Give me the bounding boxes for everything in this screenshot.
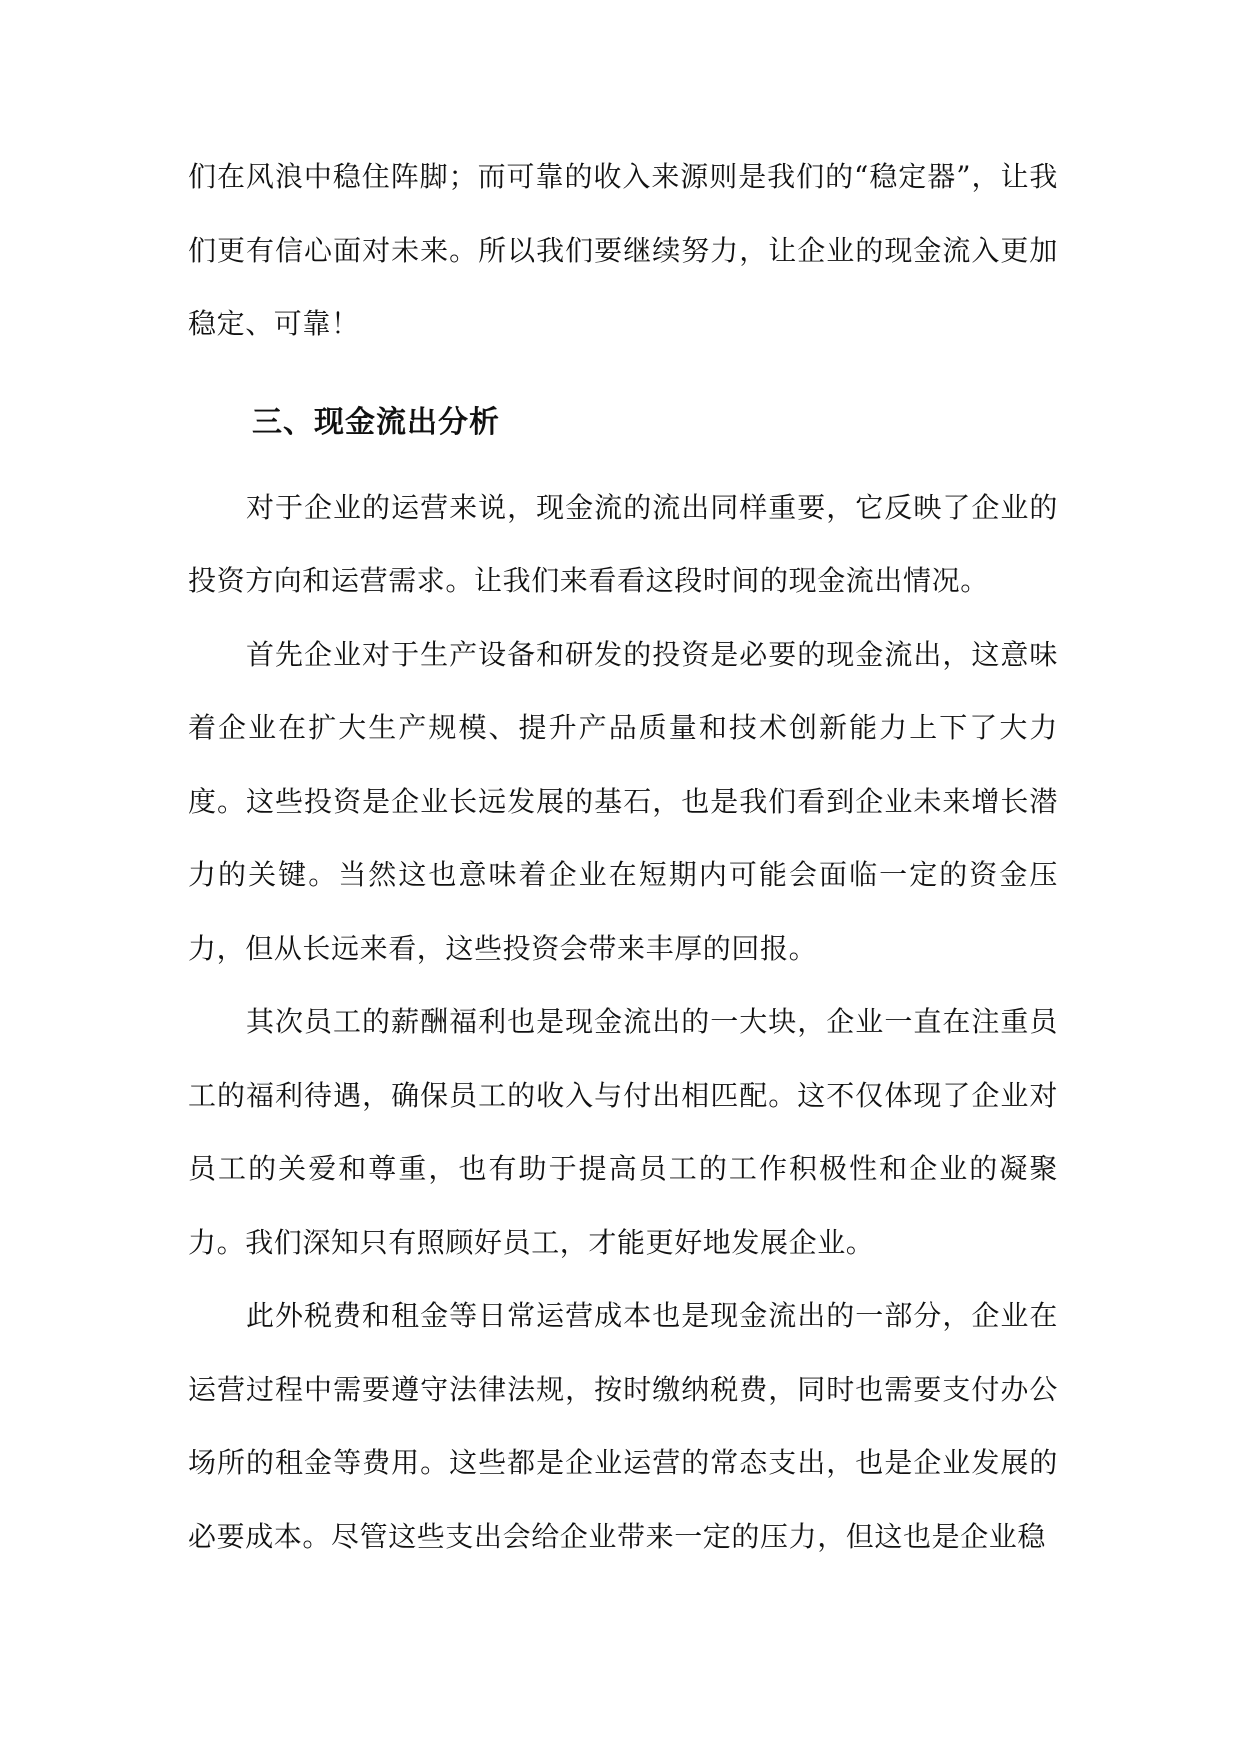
body-paragraph-1: 对于企业的运营来说，现金流的流出同样重要，它反映了企业的投资方向和运营需求。让我们来看看这段时间的现金流出情况。 <box>188 490 1058 597</box>
continuation-paragraph: 们在风浪中稳住阵脚；而可靠的收入来源则是我们的“稳定器”，让我们更有信心面对未来。所以我们要继续努力，让企业的现金流入更加稳定、可靠！ <box>188 160 1058 340</box>
body-paragraph-3: 其次员工的薪酬福利也是现金流出的一大块，企业一直在注重员工的福利待遇，确保员工的收入与付出相匹配。这不仅体现了企业对员工的关爱和尊重，也有助于提高员工的工作积极性和企业的凝聚力。我们深知只有照顾好员工，才能更好地发展企业。 <box>188 1005 1058 1259</box>
page-body <box>188 140 1058 1573</box>
body-paragraph-4: 此外税费和租金等日常运营成本也是现金流出的一部分，企业在运营过程中需要遵守法律法规，按时缴纳税费，同时也需要支付办公场所的租金等费用。这些都是企业运营的常态支出，也是企业发展的必要成本。尽管这些支出会给企业带来一定的压力，但这也是企业稳 <box>188 1299 1058 1553</box>
body-paragraph-2: 首先企业对于生产设备和研发的投资是必要的现金流出，这意味着企业在扩大生产规模、提升产品质量和技术创新能力上下了大力度。这些投资是企业长远发展的基石，也是我们看到企业未来增长潜力的关键。当然这也意味着企业在短期内可能会面临一定的资金压力，但从长远来看，这些投资会带来丰厚的回报。 <box>188 637 1058 965</box>
section-heading: 三、现金流出分析 <box>252 404 500 440</box>
